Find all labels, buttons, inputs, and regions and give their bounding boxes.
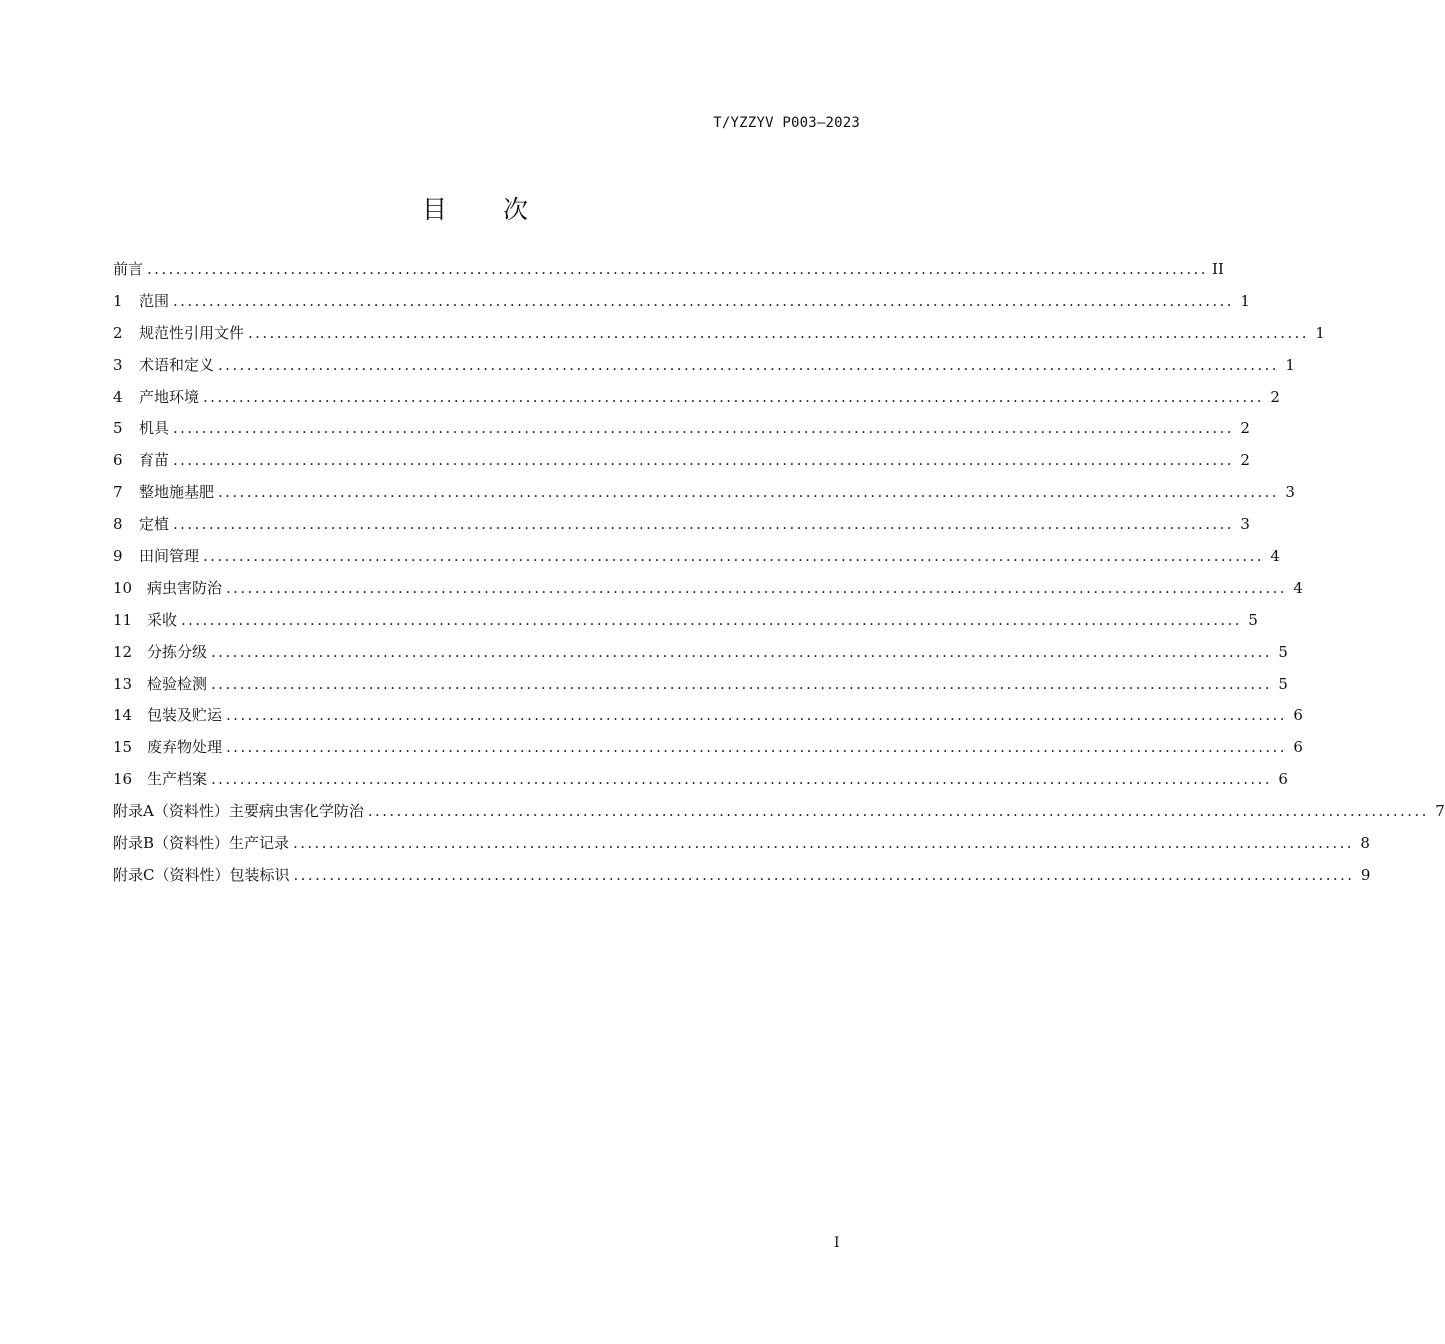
table-of-contents: [113, 258, 1445, 896]
toc-entry-number: 1: [113, 291, 123, 310]
toc-entry-13[interactable]: [113, 673, 1288, 705]
toc-entry-label: 主要病虫害化学防治: [228, 802, 364, 821]
toc-leader-dots: ....................................................................................................................................................: [293, 865, 1355, 884]
toc-entry-number: 2: [113, 323, 123, 342]
toc-entry-label: 定植: [139, 515, 170, 534]
appendix-prefix: 附录C（资料性）: [113, 865, 230, 884]
toc-entry-appendix-a[interactable]: [113, 800, 1445, 832]
toc-entry-2[interactable]: [113, 322, 1325, 354]
toc-entry-page: 5: [1248, 610, 1258, 629]
toc-leader-dots: ....................................................................................................................................................: [218, 355, 1279, 374]
toc-entry-14[interactable]: [113, 704, 1303, 736]
toc-entry-16[interactable]: [113, 768, 1288, 800]
toc-entry-number: 8: [113, 515, 123, 534]
toc-entry-foreword[interactable]: [113, 258, 1224, 290]
toc-leader-dots: ....................................................................................................................................................: [211, 642, 1272, 661]
toc-entry-number: 4: [113, 387, 123, 406]
toc-entry-number: 6: [113, 451, 123, 470]
toc-entry-number: 11: [113, 610, 133, 629]
toc-leader-dots: ....................................................................................................................................................: [203, 547, 1264, 566]
toc-entry-label: 田间管理: [139, 547, 200, 566]
toc-entry-page: 3: [1285, 483, 1295, 502]
toc-entry-appendix-c[interactable]: [113, 864, 1371, 896]
toc-entry-number: 7: [113, 483, 123, 502]
toc-entry-number: 3: [113, 355, 123, 374]
toc-entry-page: II: [1212, 260, 1224, 278]
toc-entry-page: 3: [1240, 515, 1250, 534]
toc-leader-dots: ....................................................................................................................................................: [203, 387, 1264, 406]
toc-leader-dots: ....................................................................................................................................................: [211, 770, 1272, 789]
toc-entry-page: 7: [1435, 802, 1445, 821]
toc-entry-label: 术语和定义: [139, 355, 215, 374]
toc-leader-dots: ....................................................................................................................................................: [173, 419, 1234, 438]
toc-entry-label: 包装及贮运: [147, 706, 223, 725]
toc-entry-page: 9: [1360, 865, 1371, 884]
toc-entry-page: 1: [1285, 355, 1295, 374]
toc-entry-page: 1: [1315, 323, 1325, 342]
toc-entry-15[interactable]: [113, 736, 1303, 768]
toc-entry-1[interactable]: [113, 290, 1250, 322]
toc-entry-label: 生产记录: [229, 834, 290, 853]
toc-entry-8[interactable]: [113, 513, 1250, 545]
appendix-prefix: 附录B（资料性）: [113, 834, 230, 853]
toc-leader-dots: ....................................................................................................................................................: [218, 483, 1279, 502]
toc-entry-label: 整地施基肥: [139, 483, 215, 502]
toc-entry-page: 6: [1293, 706, 1303, 725]
toc-entry-4[interactable]: [113, 386, 1280, 418]
toc-entry-number: 9: [113, 547, 123, 566]
toc-entry-label: 育苗: [139, 451, 170, 470]
toc-entry-9[interactable]: [113, 545, 1280, 577]
toc-leader-dots: ....................................................................................................................................................: [173, 291, 1234, 310]
toc-entry-page: 4: [1293, 578, 1303, 597]
appendix-prefix: 附录A（资料性）: [113, 802, 229, 821]
toc-entry-label: 产地环境: [139, 387, 200, 406]
toc-entry-10[interactable]: [113, 577, 1303, 609]
toc-entry-7[interactable]: [113, 481, 1295, 513]
toc-leader-dots: ....................................................................................................................................................: [181, 610, 1242, 629]
toc-entry-label: 包装标识: [229, 865, 290, 884]
toc-leader-dots: ....................................................................................................................................................: [367, 802, 1429, 821]
toc-entry-page: 2: [1270, 387, 1280, 406]
toc-leader-dots: ....................................................................................................................................................: [211, 674, 1272, 693]
toc-entry-number: 16: [113, 770, 133, 789]
page-number: I: [834, 1235, 840, 1251]
toc-entry-number: 15: [113, 738, 133, 757]
toc-entry-number: 13: [113, 674, 133, 693]
toc-entry-number: 5: [113, 419, 123, 438]
toc-entry-label: 检验检测: [147, 674, 208, 693]
toc-entry-label: 前言: [113, 260, 144, 278]
toc-entry-number: 10: [113, 578, 133, 597]
toc-entry-page: 6: [1278, 770, 1288, 789]
toc-leader-dots: ....................................................................................................................................................: [226, 578, 1287, 597]
toc-entry-page: 6: [1293, 738, 1303, 757]
toc-entry-5[interactable]: [113, 417, 1250, 449]
toc-entry-label: 病虫害防治: [147, 578, 223, 597]
toc-entry-page: 2: [1240, 451, 1250, 470]
toc-entry-3[interactable]: [113, 354, 1295, 386]
toc-entry-page: 4: [1270, 547, 1280, 566]
toc-leader-dots: ....................................................................................................................................................: [226, 738, 1287, 757]
toc-entry-page: 2: [1240, 419, 1250, 438]
toc-leader-dots: ....................................................................................................................................................: [147, 260, 1208, 278]
toc-entry-12[interactable]: [113, 641, 1288, 673]
toc-entry-label: 采收: [147, 610, 178, 629]
toc-entry-6[interactable]: [113, 449, 1250, 481]
toc-leader-dots: ....................................................................................................................................................: [293, 834, 1354, 853]
toc-leader-dots: ....................................................................................................................................................: [248, 323, 1309, 342]
toc-entry-label: 分拣分级: [147, 642, 208, 661]
toc-entry-label: 规范性引用文件: [139, 323, 245, 342]
toc-entry-label: 机具: [139, 419, 170, 438]
toc-leader-dots: ....................................................................................................................................................: [173, 515, 1234, 534]
toc-leader-dots: ....................................................................................................................................................: [226, 706, 1287, 725]
toc-entry-page: 8: [1360, 834, 1370, 853]
toc-leader-dots: ....................................................................................................................................................: [173, 451, 1234, 470]
toc-entry-page: 5: [1278, 674, 1288, 693]
toc-entry-label: 废弃物处理: [147, 738, 223, 757]
toc-entry-label: 生产档案: [147, 770, 208, 789]
toc-entry-page: 1: [1240, 291, 1250, 310]
toc-title: 目次: [421, 195, 584, 224]
toc-entry-number: 14: [113, 706, 133, 725]
toc-entry-11[interactable]: [113, 609, 1258, 641]
document-code: T/YZZYV P003—2023: [713, 115, 860, 131]
toc-entry-appendix-b[interactable]: [113, 832, 1370, 864]
toc-entry-label: 范围: [139, 291, 170, 310]
toc-entry-page: 5: [1278, 642, 1288, 661]
toc-entry-number: 12: [113, 642, 133, 661]
